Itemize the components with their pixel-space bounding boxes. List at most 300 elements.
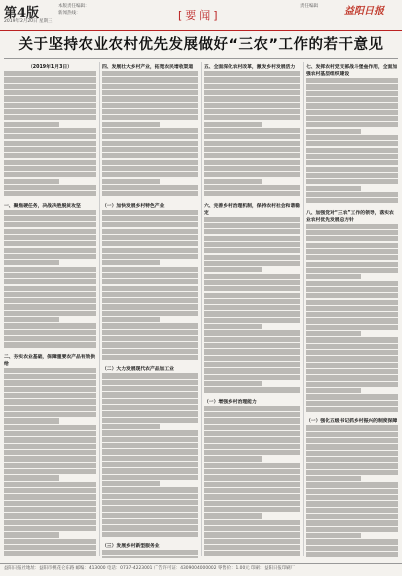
- body-text-line: [204, 261, 300, 266]
- body-text-line: [204, 217, 300, 222]
- body-text-line: [4, 475, 59, 480]
- subheading: （2019年1月3日）: [4, 63, 96, 70]
- body-text-line: [204, 375, 300, 380]
- subheading: 七、发挥农村党支部战斗堡垒作用，全面加强农村基层组织建设: [306, 63, 398, 77]
- body-text-line: [204, 166, 300, 171]
- body-text-line: [204, 286, 300, 291]
- body-text-line: [4, 248, 96, 253]
- body-text-line: [102, 90, 198, 95]
- body-text-line: [102, 513, 198, 518]
- body-text-line: [306, 369, 398, 374]
- body-text-line: [102, 481, 160, 486]
- subheading: 八、加强党对“三农”工作的领导，落实农业农村优先发展总方针: [306, 209, 398, 223]
- body-text-line: [4, 134, 96, 139]
- body-text-line: [102, 109, 198, 114]
- subheading: 四、发展壮大乡村产业，拓宽农民增收渠道: [102, 63, 198, 70]
- headline-rule: [4, 58, 398, 59]
- subheading: （一）强化五级书记抓乡村振兴的制度保障: [306, 417, 398, 424]
- body-text-line: [204, 109, 300, 114]
- body-text-line: [306, 331, 361, 336]
- body-text-line: [102, 298, 198, 303]
- body-text-line: [4, 241, 96, 246]
- body-text-line: [306, 552, 398, 557]
- body-text-line: [204, 318, 300, 323]
- column-divider: [99, 62, 100, 556]
- body-text-line: [4, 147, 96, 152]
- body-text-line: [4, 494, 96, 499]
- body-text-line: [204, 71, 300, 76]
- body-text-line: [204, 103, 300, 108]
- issue-date: 2019年2月20日 星期三: [4, 18, 52, 24]
- body-text-line: [306, 230, 398, 235]
- body-text-line: [4, 210, 96, 215]
- body-text-line: [204, 507, 300, 512]
- body-text-line: [306, 84, 398, 89]
- body-text-line: [306, 91, 398, 96]
- body-text-line: [306, 546, 398, 551]
- body-text-line: [204, 337, 300, 342]
- body-text-line: [102, 500, 198, 505]
- body-text-line: [102, 147, 198, 152]
- body-text-line: [204, 406, 300, 411]
- body-text-line: [4, 368, 96, 373]
- body-text-line: [204, 96, 300, 101]
- body-text-line: [306, 539, 398, 544]
- masthead: [0, 0, 402, 31]
- body-text-line: [4, 153, 96, 158]
- body-text-line: [306, 350, 398, 355]
- body-text-line: [4, 273, 96, 278]
- body-text-line: [102, 241, 198, 246]
- body-text-line: [4, 513, 96, 518]
- body-text-line: [306, 179, 398, 184]
- column-divider: [201, 62, 202, 556]
- body-text-line: [306, 148, 398, 153]
- body-text-line: [204, 160, 300, 165]
- subheading: 六、完善乡村治理机制，保持农村社会和谐稳定: [204, 202, 300, 216]
- body-text-line: [4, 279, 96, 284]
- masthead-meta-line1: 本版责任编辑：: [58, 3, 90, 10]
- body-text-line: [4, 330, 96, 335]
- subheading: （一）加快发展乡村特色产业: [102, 202, 198, 209]
- body-text-line: [204, 526, 300, 531]
- subheading: 一、聚焦硬任务，决战决胜脱贫攻坚: [4, 202, 96, 209]
- body-text-line: [4, 520, 96, 525]
- body-text-line: [204, 255, 300, 260]
- body-text-line: [306, 192, 398, 197]
- body-text-line: [102, 128, 198, 133]
- body-text-line: [306, 249, 398, 254]
- body-text-line: [204, 90, 300, 95]
- body-text-line: [306, 470, 398, 475]
- body-text-line: [102, 449, 198, 454]
- body-text-line: [102, 77, 198, 82]
- masthead-meta: [58, 3, 90, 17]
- body-text-line: [204, 229, 300, 234]
- body-text-line: [102, 229, 198, 234]
- body-text-line: [4, 267, 96, 272]
- body-text-line: [102, 71, 198, 76]
- body-text-line: [306, 457, 398, 462]
- body-text-line: [204, 463, 300, 468]
- body-text-line: [204, 299, 300, 304]
- body-text-line: [306, 306, 398, 311]
- body-text-line: [204, 545, 300, 550]
- body-text-line: [306, 224, 398, 229]
- body-text-line: [4, 437, 96, 442]
- body-text-line: [4, 254, 96, 259]
- body-text-line: [204, 482, 300, 487]
- body-text-line: [102, 279, 198, 284]
- body-text-line: [102, 519, 198, 524]
- body-text-line: [306, 110, 398, 115]
- body-text-line: [204, 248, 300, 253]
- body-text-line: [306, 103, 398, 108]
- body-text-line: [204, 343, 300, 348]
- body-text-line: [4, 260, 59, 265]
- body-text-line: [4, 456, 96, 461]
- body-text-line: [204, 437, 300, 442]
- body-text-line: [204, 368, 300, 373]
- body-text-line: [204, 381, 262, 386]
- body-text-line: [306, 344, 398, 349]
- body-text-line: [306, 508, 398, 513]
- body-text-line: [4, 286, 96, 291]
- body-text-line: [306, 262, 398, 267]
- body-text-line: [306, 255, 398, 260]
- body-text-line: [102, 96, 198, 101]
- subheading: 五、全面深化农村改革，激发乡村发展活力: [204, 63, 300, 70]
- body-text-line: [4, 77, 96, 82]
- body-text-line: [4, 128, 96, 133]
- body-text-line: [4, 96, 96, 101]
- body-text-line: [102, 153, 198, 158]
- body-text-line: [102, 475, 198, 480]
- body-text-line: [204, 311, 300, 316]
- body-text-line: [4, 450, 96, 455]
- body-text-line: [4, 292, 96, 297]
- body-text-line: [102, 443, 198, 448]
- body-text-line: [306, 438, 398, 443]
- body-text-line: [306, 116, 398, 121]
- body-text-line: [102, 260, 160, 265]
- body-text-line: [204, 293, 300, 298]
- body-text-line: [102, 349, 198, 354]
- body-text-line: [4, 399, 96, 404]
- body-text-line: [306, 287, 398, 292]
- body-text-line: [4, 115, 96, 120]
- body-text-line: [204, 539, 300, 544]
- body-text-line: [306, 154, 398, 159]
- body-text-line: [306, 97, 398, 102]
- body-text-line: [102, 166, 198, 171]
- body-text-line: [102, 487, 198, 492]
- subheading: （二）大力发展现代农产品加工业: [102, 365, 198, 372]
- body-text-line: [102, 506, 198, 511]
- body-text-line: [4, 90, 96, 95]
- body-text-line: [102, 191, 198, 196]
- body-text-line: [306, 501, 398, 506]
- body-text-line: [204, 242, 300, 247]
- body-text-line: [4, 160, 96, 165]
- body-text-line: [102, 84, 198, 89]
- body-text-line: [102, 216, 198, 221]
- body-text-line: [102, 122, 160, 127]
- body-text-line: [306, 337, 398, 342]
- body-text-line: [4, 222, 96, 227]
- body-text-line: [102, 286, 198, 291]
- body-text-line: [102, 336, 198, 341]
- body-text-line: [204, 330, 300, 335]
- body-text-line: [306, 432, 398, 437]
- body-text-line: [204, 84, 300, 89]
- body-text-line: [4, 444, 96, 449]
- body-text-line: [204, 185, 300, 190]
- body-text-line: [4, 122, 59, 127]
- body-text-line: [204, 236, 300, 241]
- body-text-line: [102, 311, 198, 316]
- body-text-line: [4, 482, 96, 487]
- body-text-line: [306, 325, 398, 330]
- article-column-4: [306, 62, 398, 558]
- body-text-line: [102, 373, 198, 378]
- body-text-line: [4, 469, 96, 474]
- body-text-line: [102, 405, 198, 410]
- body-text-line: [306, 141, 398, 146]
- body-text-line: [204, 191, 300, 196]
- body-text-line: [102, 317, 160, 322]
- body-text-line: [4, 463, 96, 468]
- body-text-line: [306, 356, 398, 361]
- body-text-line: [306, 160, 398, 165]
- body-text-line: [306, 135, 398, 140]
- body-text-line: [306, 167, 398, 172]
- body-text-line: [4, 304, 96, 309]
- body-text-line: [102, 179, 160, 184]
- body-text-line: [306, 482, 398, 487]
- body-text-line: [204, 418, 300, 423]
- body-text-line: [306, 281, 398, 286]
- body-text-line: [204, 475, 300, 480]
- body-text-line: [204, 179, 262, 184]
- body-text-line: [306, 425, 398, 430]
- body-text-line: [4, 431, 96, 436]
- body-text-line: [102, 494, 198, 499]
- body-text-line: [306, 274, 361, 279]
- body-text-line: [102, 330, 198, 335]
- body-text-line: [204, 172, 300, 177]
- body-text-line: [102, 222, 198, 227]
- newspaper-logo: 益阳日报: [344, 2, 384, 17]
- body-text-line: [204, 122, 262, 127]
- body-text-line: [204, 223, 300, 228]
- body-text-line: [204, 274, 300, 279]
- body-text-line: [306, 243, 398, 248]
- body-text-line: [204, 551, 300, 556]
- body-text-line: [102, 418, 198, 423]
- body-text-line: [102, 411, 198, 416]
- subheading: 二、夯实农业基础，保障重要农产品有效供给: [4, 353, 96, 367]
- body-text-line: [4, 526, 96, 531]
- body-text-line: [204, 456, 262, 461]
- body-text-line: [204, 501, 300, 506]
- body-text-line: [306, 173, 398, 178]
- body-text-line: [4, 179, 59, 184]
- body-text-line: [102, 355, 198, 360]
- subheading: （三）发展乡村新型服务业: [102, 542, 198, 549]
- body-text-line: [102, 556, 198, 558]
- body-text-line: [102, 462, 198, 467]
- body-text-line: [102, 235, 198, 240]
- body-text-line: [204, 450, 300, 455]
- body-text-line: [102, 304, 198, 309]
- body-text-line: [204, 387, 300, 392]
- body-text-line: [306, 407, 398, 412]
- body-text-line: [4, 374, 96, 379]
- body-text-line: [306, 444, 398, 449]
- body-text-line: [102, 141, 198, 146]
- body-text-line: [306, 312, 398, 317]
- body-text-line: [102, 386, 198, 391]
- body-text-line: [102, 550, 198, 555]
- body-text-line: [204, 349, 300, 354]
- body-text-line: [4, 501, 96, 506]
- body-text-line: [102, 468, 198, 473]
- article-column-1: [4, 62, 96, 558]
- body-text-line: [204, 305, 300, 310]
- body-text-line: [102, 532, 198, 537]
- body-text-line: [204, 115, 300, 120]
- body-text-line: [306, 489, 398, 494]
- body-text-line: [4, 545, 96, 550]
- body-text-line: [4, 191, 96, 196]
- body-text-line: [102, 115, 198, 120]
- body-text-line: [4, 380, 96, 385]
- article-column-2: [102, 62, 198, 558]
- body-text-line: [306, 268, 398, 273]
- body-text-line: [4, 229, 96, 234]
- body-text-line: [4, 387, 96, 392]
- editor-credit: 责任编辑: [300, 3, 318, 9]
- body-text-line: [4, 323, 96, 328]
- body-text-line: [204, 412, 300, 417]
- body-text-line: [306, 451, 398, 456]
- body-text-line: [4, 393, 96, 398]
- body-text-line: [102, 248, 198, 253]
- body-text-line: [306, 401, 398, 406]
- body-text-line: [102, 430, 198, 435]
- body-text-line: [306, 476, 361, 481]
- body-text-line: [4, 103, 96, 108]
- body-text-line: [306, 318, 398, 323]
- body-text-line: [102, 380, 198, 385]
- body-text-line: [102, 185, 198, 190]
- body-text-line: [204, 128, 300, 133]
- body-text-line: [4, 84, 96, 89]
- subheading: （一）增强乡村治理能力: [204, 398, 300, 405]
- body-text-line: [306, 236, 398, 241]
- body-text-line: [4, 311, 96, 316]
- body-text-line: [306, 186, 361, 191]
- body-text-line: [4, 317, 59, 322]
- body-text-line: [102, 172, 198, 177]
- body-text-line: [204, 488, 300, 493]
- body-text-line: [306, 394, 398, 399]
- body-text-line: [306, 78, 398, 83]
- body-text-line: [306, 382, 398, 387]
- body-text-line: [102, 456, 198, 461]
- body-text-line: [102, 210, 198, 215]
- body-text-line: [204, 324, 262, 329]
- body-text-line: [4, 185, 96, 190]
- body-text-line: [306, 375, 398, 380]
- body-text-line: [102, 399, 198, 404]
- body-text-line: [4, 109, 96, 114]
- body-text-line: [306, 122, 398, 127]
- masthead-meta-line2: 新闻热线：: [58, 10, 90, 17]
- body-text-line: [102, 103, 198, 108]
- body-text-line: [102, 342, 198, 347]
- body-text-line: [306, 363, 398, 368]
- headline: 关于坚持农业农村优先发展做好“三农”工作的若干意见: [0, 33, 402, 54]
- body-text-line: [204, 134, 300, 139]
- body-text-line: [204, 513, 262, 518]
- section-title: [要闻]: [178, 7, 221, 23]
- article-column-3: [204, 62, 300, 558]
- body-text-line: [102, 525, 198, 530]
- body-text-line: [4, 418, 59, 423]
- body-text-line: [204, 431, 300, 436]
- body-text-line: [102, 254, 198, 259]
- body-text-line: [102, 392, 198, 397]
- page-number: 第4版: [4, 2, 39, 21]
- body-text-line: [102, 424, 160, 429]
- body-text-line: [204, 469, 300, 474]
- body-text-line: [306, 514, 398, 519]
- body-text-line: [204, 532, 300, 537]
- body-text-line: [204, 425, 300, 430]
- body-text-line: [4, 412, 96, 417]
- body-text-line: [204, 444, 300, 449]
- body-text-line: [102, 267, 198, 272]
- body-text-line: [306, 463, 398, 468]
- body-text-line: [4, 342, 96, 347]
- body-text-line: [204, 494, 300, 499]
- body-text-line: [306, 300, 398, 305]
- body-text-line: [4, 406, 96, 411]
- body-text-line: [306, 533, 361, 538]
- body-text-line: [306, 293, 398, 298]
- body-text-line: [306, 520, 398, 525]
- body-text-line: [306, 495, 398, 500]
- body-text-line: [4, 551, 96, 556]
- body-text-line: [204, 362, 300, 367]
- body-text-line: [204, 267, 262, 272]
- body-text-line: [4, 71, 96, 76]
- body-text-line: [204, 77, 300, 82]
- body-text-line: [4, 235, 96, 240]
- body-text-line: [4, 532, 59, 537]
- body-text-line: [204, 153, 300, 158]
- body-text-line: [4, 507, 96, 512]
- body-text-line: [102, 323, 198, 328]
- body-text-line: [306, 527, 398, 532]
- body-text-line: [306, 129, 361, 134]
- body-text-line: [306, 198, 398, 203]
- body-text-line: [4, 172, 96, 177]
- body-text-line: [4, 141, 96, 146]
- body-text-line: [204, 280, 300, 285]
